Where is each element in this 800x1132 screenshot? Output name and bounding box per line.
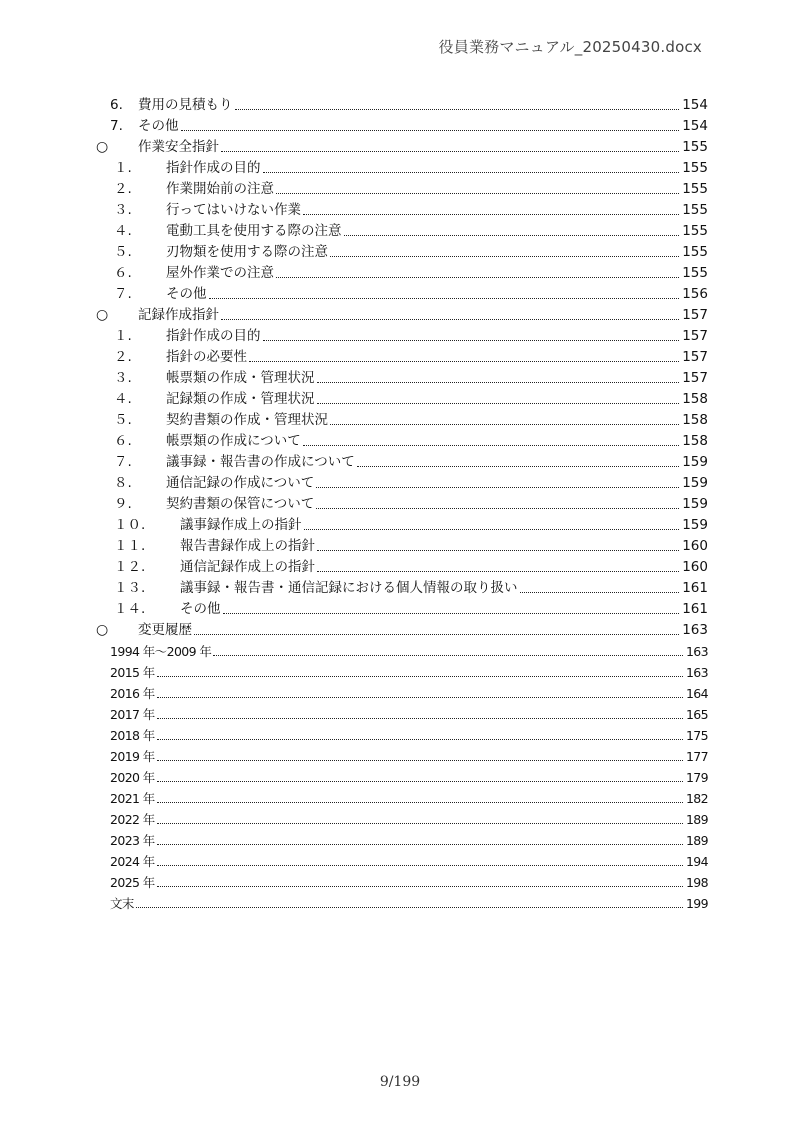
toc-entry-page: 155 bbox=[682, 202, 708, 218]
toc-entry-page: 198 bbox=[685, 875, 708, 890]
dot-leader bbox=[304, 528, 680, 530]
dot-leader bbox=[221, 150, 679, 152]
toc-entry[interactable] bbox=[96, 829, 708, 850]
toc-entry-page: 175 bbox=[685, 728, 708, 743]
toc-entry-title: 指針の必要性 bbox=[166, 349, 247, 365]
toc-entry[interactable] bbox=[96, 535, 708, 556]
toc-entry-number: ４. bbox=[114, 223, 132, 239]
toc-entry-number: ○ bbox=[96, 307, 109, 323]
dot-leader bbox=[157, 696, 683, 698]
toc-entry-page: 160 bbox=[682, 559, 708, 575]
dot-leader bbox=[181, 129, 680, 131]
toc-entry-number: １４. bbox=[114, 601, 146, 617]
toc-entry[interactable] bbox=[96, 556, 708, 577]
dot-leader bbox=[520, 591, 680, 593]
dot-leader bbox=[316, 486, 679, 488]
toc-entry-number: ３. bbox=[114, 370, 132, 386]
toc-entry-title: 議事録・報告書の作成について bbox=[166, 454, 355, 470]
toc-entry-page: 157 bbox=[682, 307, 708, 323]
dot-leader bbox=[194, 633, 679, 635]
toc-entry[interactable] bbox=[96, 745, 708, 766]
toc-entry[interactable] bbox=[96, 241, 708, 262]
toc-entry-title: 通信記録作成上の指針 bbox=[180, 559, 315, 575]
toc-entry-page: 158 bbox=[682, 412, 708, 428]
toc-entry-number: ２. bbox=[114, 181, 132, 197]
toc-entry-page: 189 bbox=[685, 812, 708, 827]
toc-entry-page: 179 bbox=[685, 770, 708, 785]
toc-entry-page: 163 bbox=[682, 622, 708, 638]
toc-entry-title: 2016 年 bbox=[110, 686, 155, 701]
dot-leader bbox=[157, 885, 683, 887]
dot-leader bbox=[276, 192, 679, 194]
toc-entry-page: 189 bbox=[685, 833, 708, 848]
toc-entry[interactable] bbox=[96, 661, 708, 682]
toc-entry-page: 159 bbox=[682, 475, 708, 491]
toc-entry-number: １３. bbox=[114, 580, 146, 596]
dot-leader bbox=[157, 864, 683, 866]
dot-leader bbox=[249, 360, 679, 362]
toc-entry[interactable] bbox=[96, 703, 708, 724]
toc-entry-title: 電動工具を使用する際の注意 bbox=[166, 223, 342, 239]
dot-leader bbox=[157, 675, 683, 677]
toc-entry-page: 165 bbox=[685, 707, 708, 722]
dot-leader bbox=[316, 507, 679, 509]
toc-entry-number: ５. bbox=[114, 412, 132, 428]
toc-entry-title: 費用の見積もり bbox=[138, 97, 233, 113]
toc-entry-page: 155 bbox=[682, 160, 708, 176]
toc-entry[interactable] bbox=[96, 514, 708, 535]
toc-entry-number: １２. bbox=[114, 559, 146, 575]
toc-entry-page: 159 bbox=[682, 517, 708, 533]
toc-entry[interactable] bbox=[96, 577, 708, 598]
dot-leader bbox=[276, 276, 679, 278]
toc-entry[interactable] bbox=[96, 115, 708, 136]
dot-leader bbox=[303, 444, 679, 446]
toc-entry-title: 2018 年 bbox=[110, 728, 155, 743]
document-filename: 役員業務マニュアル_20250430.docx bbox=[438, 38, 702, 56]
toc-entry-page: 157 bbox=[682, 328, 708, 344]
toc-entry-title: 通信記録の作成について bbox=[166, 475, 315, 491]
toc-entry-title: 1994 年～2009 年 bbox=[110, 644, 212, 659]
toc-entry-page: 155 bbox=[682, 223, 708, 239]
toc-entry-title: 2015 年 bbox=[110, 665, 155, 680]
toc-entry[interactable] bbox=[96, 178, 708, 199]
toc-entry-page: 159 bbox=[682, 454, 708, 470]
toc-entry-page: 157 bbox=[682, 370, 708, 386]
toc-entry[interactable] bbox=[96, 808, 708, 829]
dot-leader bbox=[157, 822, 683, 824]
toc-entry-title: 帳票類の作成・管理状況 bbox=[166, 370, 315, 386]
dot-leader bbox=[157, 759, 683, 761]
dot-leader bbox=[221, 318, 679, 320]
dot-leader bbox=[136, 906, 683, 908]
toc-entry-number: １０. bbox=[114, 517, 146, 533]
dot-leader bbox=[213, 654, 683, 656]
dot-leader bbox=[317, 402, 680, 404]
toc-entry[interactable] bbox=[96, 724, 708, 745]
toc-entry-title: 作業開始前の注意 bbox=[166, 181, 274, 197]
toc-entry-title: 行ってはいけない作業 bbox=[166, 202, 301, 218]
dot-leader bbox=[157, 717, 683, 719]
toc-entry[interactable] bbox=[96, 367, 708, 388]
toc-entry-page: 159 bbox=[682, 496, 708, 512]
toc-section-entry[interactable] bbox=[96, 136, 708, 157]
toc-section-entry[interactable] bbox=[96, 619, 708, 640]
toc-entry[interactable] bbox=[96, 157, 708, 178]
toc-entry-number: ６. bbox=[114, 433, 132, 449]
toc-entry-title: 作業安全指針 bbox=[138, 139, 219, 155]
toc-entry[interactable] bbox=[96, 850, 708, 871]
toc-entry-title: 2022 年 bbox=[110, 812, 155, 827]
dot-leader bbox=[317, 570, 679, 572]
toc-entry-title: 2019 年 bbox=[110, 749, 155, 764]
toc-entry-title: 2017 年 bbox=[110, 707, 155, 722]
toc-entry-page: 155 bbox=[682, 244, 708, 260]
toc-entry[interactable] bbox=[96, 598, 708, 619]
toc-entry-title: 2024 年 bbox=[110, 854, 155, 869]
toc-entry-title: 報告書録作成上の指針 bbox=[180, 538, 315, 554]
toc-entry-title: 契約書類の保管について bbox=[166, 496, 315, 512]
toc-entry[interactable] bbox=[96, 766, 708, 787]
dot-leader bbox=[317, 381, 680, 383]
toc-entry-number: ○ bbox=[96, 622, 109, 638]
dot-leader bbox=[344, 234, 680, 236]
toc-entry-number: ○ bbox=[96, 139, 109, 155]
toc-entry-title: 議事録・報告書・通信記録における個人情報の取り扱い bbox=[180, 580, 518, 596]
dot-leader bbox=[263, 171, 680, 173]
toc-entry-page: 155 bbox=[682, 265, 708, 281]
dot-leader bbox=[157, 843, 683, 845]
toc-entry-title: 指針作成の目的 bbox=[166, 160, 261, 176]
toc-entry-title: 屋外作業での注意 bbox=[166, 265, 274, 281]
toc-entry[interactable] bbox=[96, 283, 708, 304]
toc-entry[interactable] bbox=[96, 472, 708, 493]
toc-entry-title: 2023 年 bbox=[110, 833, 155, 848]
toc-entry-page: 177 bbox=[685, 749, 708, 764]
table-of-contents bbox=[96, 94, 708, 913]
dot-leader bbox=[157, 780, 683, 782]
toc-entry-page: 164 bbox=[685, 686, 708, 701]
toc-entry[interactable] bbox=[96, 451, 708, 472]
dot-leader bbox=[157, 801, 683, 803]
toc-entry-page: 154 bbox=[682, 118, 708, 134]
toc-entry-title: その他 bbox=[138, 118, 179, 134]
toc-entry-number: ７. bbox=[114, 454, 132, 470]
dot-leader bbox=[330, 255, 679, 257]
toc-entry-page: 161 bbox=[682, 580, 708, 596]
toc-entry-page: 199 bbox=[685, 896, 708, 911]
dot-leader bbox=[209, 297, 680, 299]
toc-entry[interactable] bbox=[96, 787, 708, 808]
toc-entry-number: １. bbox=[114, 328, 132, 344]
dot-leader bbox=[157, 738, 683, 740]
toc-entry-page: 158 bbox=[682, 433, 708, 449]
toc-entry-number: ５. bbox=[114, 244, 132, 260]
toc-entry-number: ９. bbox=[114, 496, 132, 512]
toc-entry-title: 指針作成の目的 bbox=[166, 328, 261, 344]
toc-entry-number: ４. bbox=[114, 391, 132, 407]
toc-entry-title: 記録類の作成・管理状況 bbox=[166, 391, 315, 407]
toc-entry[interactable] bbox=[96, 892, 708, 913]
toc-entry-page: 155 bbox=[682, 181, 708, 197]
toc-entry-number: ３. bbox=[114, 202, 132, 218]
toc-entry-page: 194 bbox=[685, 854, 708, 869]
toc-entry[interactable] bbox=[96, 262, 708, 283]
toc-entry-title: 2025 年 bbox=[110, 875, 155, 890]
toc-entry-title: その他 bbox=[180, 601, 221, 617]
toc-entry-title: 2021 年 bbox=[110, 791, 155, 806]
toc-entry[interactable] bbox=[96, 346, 708, 367]
toc-entry-number: ７. bbox=[114, 286, 132, 302]
toc-entry-title: 契約書類の作成・管理状況 bbox=[166, 412, 328, 428]
toc-entry[interactable] bbox=[96, 493, 708, 514]
toc-entry-number: ２. bbox=[114, 349, 132, 365]
toc-entry[interactable] bbox=[96, 409, 708, 430]
toc-entry-page: 158 bbox=[682, 391, 708, 407]
toc-entry-title: その他 bbox=[166, 286, 207, 302]
toc-entry[interactable] bbox=[96, 388, 708, 409]
page-number: 9/199 bbox=[379, 1074, 421, 1090]
toc-entry-number: ８. bbox=[114, 475, 132, 491]
toc-entry-title: 変更履歴 bbox=[138, 622, 192, 638]
toc-entry[interactable] bbox=[96, 325, 708, 346]
toc-entry-title: 文末 bbox=[110, 896, 134, 911]
toc-entry-title: 議事録作成上の指針 bbox=[180, 517, 302, 533]
toc-entry-page: 163 bbox=[685, 665, 708, 680]
toc-section-entry[interactable] bbox=[96, 304, 708, 325]
toc-entry[interactable] bbox=[96, 640, 708, 661]
dot-leader bbox=[317, 549, 679, 551]
dot-leader bbox=[235, 108, 680, 110]
toc-entry[interactable] bbox=[96, 94, 708, 115]
toc-entry-number: 7. bbox=[110, 118, 123, 134]
toc-entry-page: 160 bbox=[682, 538, 708, 554]
toc-entry[interactable] bbox=[96, 199, 708, 220]
toc-entry-page: 155 bbox=[682, 139, 708, 155]
toc-entry-number: 6. bbox=[110, 97, 123, 113]
dot-leader bbox=[330, 423, 679, 425]
toc-entry[interactable] bbox=[96, 430, 708, 451]
toc-entry-number: １. bbox=[114, 160, 132, 176]
toc-entry-page: 182 bbox=[685, 791, 708, 806]
toc-entry-title: 記録作成指針 bbox=[138, 307, 219, 323]
toc-entry-title: 帳票類の作成について bbox=[166, 433, 301, 449]
dot-leader bbox=[223, 612, 680, 614]
toc-entry[interactable] bbox=[96, 220, 708, 241]
toc-entry-title: 刃物類を使用する際の注意 bbox=[166, 244, 328, 260]
dot-leader bbox=[357, 465, 679, 467]
toc-entry-page: 154 bbox=[682, 97, 708, 113]
dot-leader bbox=[263, 339, 680, 341]
toc-entry-title: 2020 年 bbox=[110, 770, 155, 785]
dot-leader bbox=[303, 213, 679, 215]
toc-entry-page: 156 bbox=[682, 286, 708, 302]
toc-entry-number: ６. bbox=[114, 265, 132, 281]
toc-entry-page: 163 bbox=[685, 644, 708, 659]
toc-entry[interactable] bbox=[96, 682, 708, 703]
toc-entry-page: 161 bbox=[682, 601, 708, 617]
toc-entry-number: １１. bbox=[114, 538, 146, 554]
toc-entry[interactable] bbox=[96, 871, 708, 892]
toc-entry-page: 157 bbox=[682, 349, 708, 365]
